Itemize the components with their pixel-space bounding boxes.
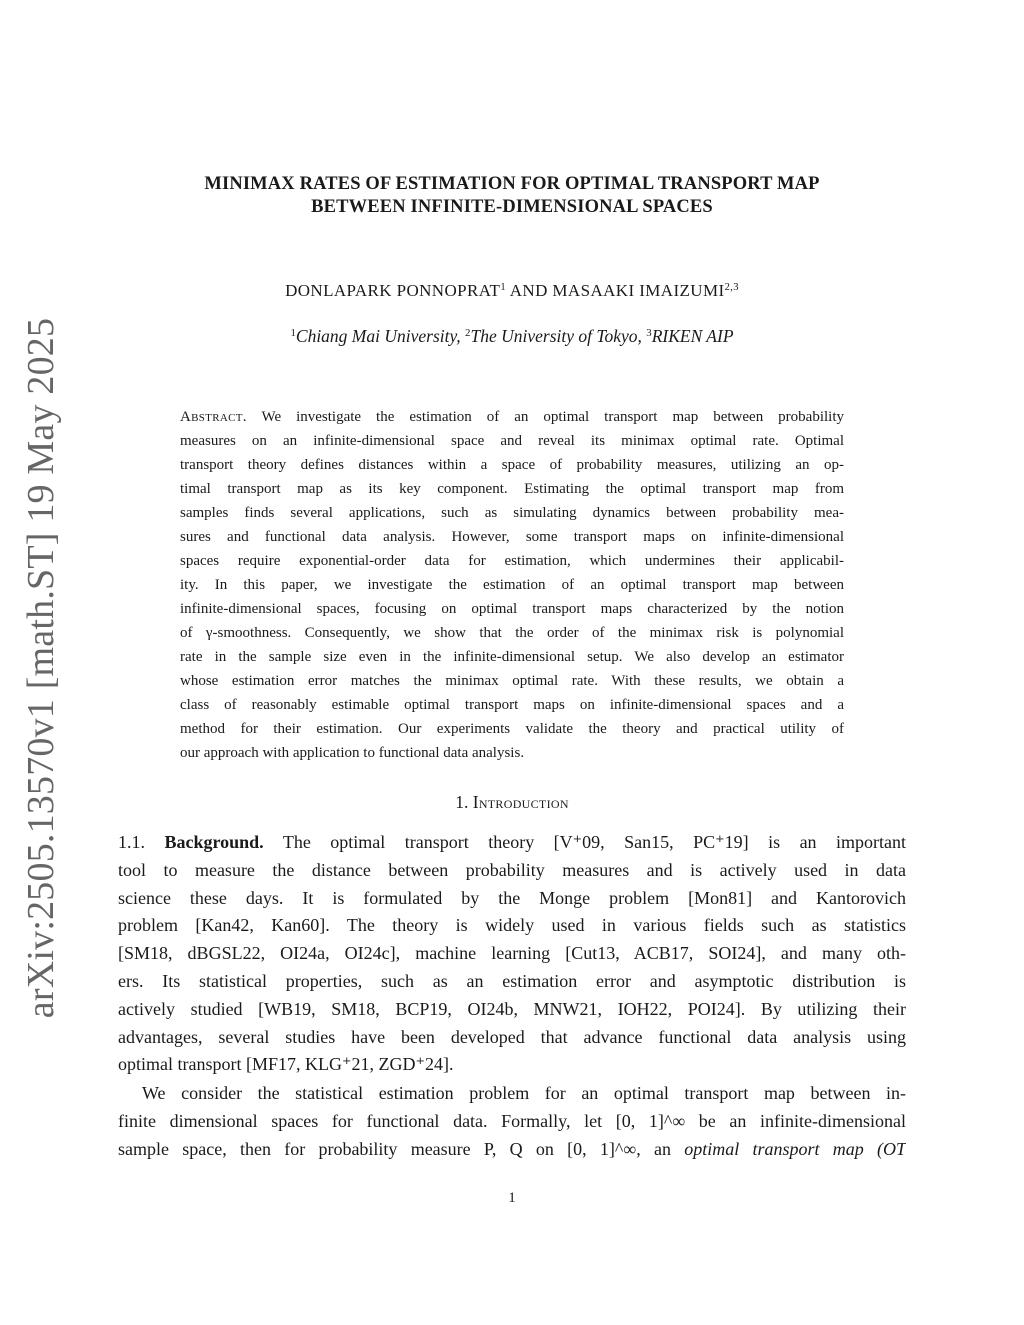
abstract-line: measures on an infinite-dimensional space and reveal its minimax optimal rate. Optimal xyxy=(180,433,844,449)
abstract-line: transport theory defines distances within a space of probability measures, utilizing an op- xyxy=(180,457,844,473)
term-optimal-transport-map: optimal transport map (OT xyxy=(684,1138,906,1159)
abstract-line: rate in the sample size even in the infinite-dimensional setup. We also develop an estimator xyxy=(180,649,844,665)
subsection-title: Background. xyxy=(164,832,264,852)
paragraph-problem xyxy=(118,1080,906,1163)
page-number: 1 xyxy=(508,1190,516,1206)
title-line-2: BETWEEN INFINITE-DIMENSIONAL SPACES xyxy=(311,197,713,217)
author-list xyxy=(118,281,906,301)
affiliations xyxy=(118,326,906,347)
abstract-line: class of reasonably estimable optimal transport maps on infinite-dimensional spaces and a xyxy=(180,697,844,713)
abstract-line: samples finds several applications, such as simulating dynamics between probability mea- xyxy=(180,505,844,521)
author-2: MASAAKI IMAIZUMI xyxy=(552,281,725,300)
abstract-line: spaces require exponential-order data for estimation, which undermines their applicabil- xyxy=(180,553,844,569)
affil-3-mark: 3 xyxy=(646,327,652,340)
abstract-line: whose estimation error matches the minimax optimal rate. With these results, we obtain a xyxy=(180,673,844,689)
section-heading-introduction xyxy=(118,792,906,813)
affil-2-name: The University of Tokyo, xyxy=(470,326,642,346)
abstract-line: of γ-smoothness. Consequently, we show that the order of the minimax risk is polynomial xyxy=(180,625,844,641)
abstract-line: our approach with application to functional data analysis. xyxy=(180,745,525,761)
body-line: ers. Its statistical properties, such as an estimation error and asymptotic distribution is xyxy=(118,970,906,991)
affil-1-mark: 1 xyxy=(290,327,296,340)
author-1: DONLAPARK PONNOPRAT xyxy=(285,281,501,300)
section-title: Introduction xyxy=(472,792,569,812)
author-1-affil-mark: 1 xyxy=(500,282,506,294)
abstract-line: infinite-dimensional spaces, focusing on optimal transport maps characterized by the notion xyxy=(180,601,844,617)
paper-title xyxy=(118,173,906,219)
abstract-line: sures and functional data analysis. However, some transport maps on infinite-dimensional xyxy=(180,529,844,545)
body-line: problem [Kan42, Kan60]. The theory is widely used in various fields such as statistics xyxy=(118,915,906,936)
affil-2-mark: 2 xyxy=(465,327,471,340)
body-line: optimal transport [MF17, KLG⁺21, ZGD⁺24]. xyxy=(118,1054,454,1075)
section-number: 1. xyxy=(455,792,469,812)
affil-3-name: RIKEN AIP xyxy=(651,326,734,346)
subsection-number: 1.1. xyxy=(118,832,145,852)
abstract-heading: Abstract. xyxy=(180,409,247,425)
affil-1-name: Chiang Mai University, xyxy=(295,326,461,346)
body-line: [SM18, dBGSL22, OI24a, OI24c], machine learning [Cut13, ACB17, SOI24], and many oth- xyxy=(118,943,906,964)
body-line: We consider the statistical estimation problem for an optimal transport map between in- xyxy=(142,1083,906,1103)
abstract-line: Abstract. We investigate the estimation of an optimal transport map between probability xyxy=(180,409,844,425)
body-line: tool to measure the distance between probability measures and is actively used in data xyxy=(118,859,906,880)
arxiv-identifier: arXiv:2505.13570v1 [math.ST] 19 May 2025 xyxy=(20,317,62,1019)
body-line: sample space, then for probability measure P, Q on [0, 1]^∞, an optimal transport map (OT xyxy=(118,1138,906,1159)
abstract-line: timal transport map as its key component. Estimating the optimal transport map from xyxy=(180,481,844,497)
abstract-line: method for their estimation. Our experiments validate the theory and practical utility of xyxy=(180,721,844,737)
body-line: science these days. It is formulated by the Monge problem [Mon81] and Kantorovich xyxy=(118,887,906,908)
author-conjunction: AND xyxy=(506,281,553,300)
paragraph-background xyxy=(118,829,906,1079)
body-line: advantages, several studies have been developed that advance functional data analysis using xyxy=(118,1026,906,1047)
abstract-line: ity. In this paper, we investigate the estimation of an optimal transport map between xyxy=(180,577,844,593)
body-line: actively studied [WB19, SM18, BCP19, OI24b, MNW21, IOH22, POI24]. By utilizing their xyxy=(118,998,906,1019)
title-line-1: MINIMAX RATES OF ESTIMATION FOR OPTIMAL TRANSPORT MAP xyxy=(204,174,820,194)
body-line: 1.1. Background. The optimal transport theory [V⁺09, San15, PC⁺19] is an important xyxy=(118,832,906,852)
abstract xyxy=(180,405,844,765)
body-line: finite dimensional spaces for functional data. Formally, let [0, 1]^∞ be an infinite-dimensional xyxy=(118,1110,906,1131)
author-2-affil-mark: 2,3 xyxy=(724,282,739,294)
